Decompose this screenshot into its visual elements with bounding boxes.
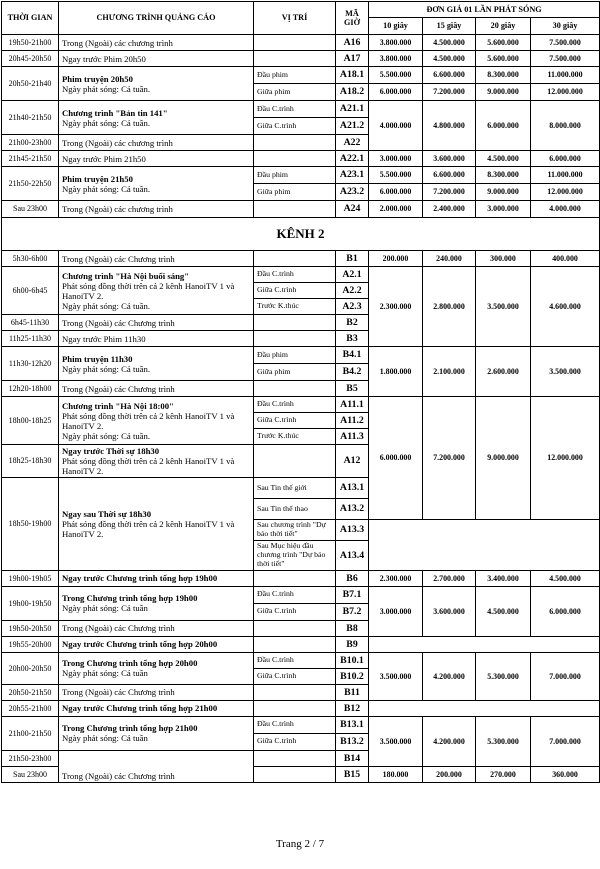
program-cell	[59, 135, 254, 151]
program-cell	[59, 700, 254, 716]
code-cell: B4.1	[336, 347, 369, 364]
price-cell: 6.000.000	[369, 184, 423, 201]
position-cell	[254, 620, 336, 636]
price-cell: 2.300.000	[369, 570, 423, 586]
program-title: Chương trình "Hà Nội buổi sáng"	[62, 270, 190, 281]
program-title: Trong (Ngoài) các Chương trình	[62, 383, 175, 394]
code-cell: B10.2	[336, 668, 369, 684]
price-cell: 12.000.000	[531, 397, 600, 520]
position-cell: Giữa C.trình	[254, 118, 336, 135]
program-cell	[59, 478, 254, 571]
code-cell: A13.1	[336, 478, 369, 499]
program-note: Ngày phát sóng: Cả tuần.	[62, 83, 151, 94]
program-note: Ngày phát sóng: Cả tuần.	[62, 430, 151, 441]
position-cell: Đầu phim	[254, 67, 336, 84]
program-note: Ngày phát sóng: Cả tuần.	[62, 183, 151, 194]
position-cell: Giữa C.trình	[254, 668, 336, 684]
program-title: Ngay sau Thời sự 18h30	[62, 508, 152, 519]
code-cell: A16	[336, 35, 369, 51]
program-note: Ngày phát sóng: Cả tuần	[62, 733, 148, 744]
header-time: THỜI GIAN	[2, 2, 59, 35]
price-cell: 2.600.000	[476, 347, 531, 397]
program-title: Trong (Ngoài) các chương trình	[62, 137, 173, 148]
position-cell	[254, 636, 336, 652]
section-row	[2, 218, 600, 251]
price-cell: 4.600.000	[531, 267, 600, 347]
code-cell: B7.2	[336, 603, 369, 620]
time-cell: 11h30-12h20	[2, 347, 59, 381]
price-cell: 360.000	[531, 766, 600, 782]
position-cell	[254, 570, 336, 586]
code-cell: B13.1	[336, 716, 369, 733]
position-cell	[254, 151, 336, 167]
table-row	[2, 700, 600, 716]
code-cell: A17	[336, 51, 369, 67]
position-cell	[254, 35, 336, 51]
time-cell: 12h20-18h00	[2, 381, 59, 397]
price-cell: 3.500.000	[476, 267, 531, 347]
program-note: Phát sóng đồng thời trên cả 2 kênh HanoiTV 1 và HanoiTV 2.	[62, 410, 235, 431]
position-cell	[254, 381, 336, 397]
table-row	[2, 636, 600, 652]
position-cell: Giữa C.trình	[254, 413, 336, 429]
time-cell: 19h50-20h50	[2, 620, 59, 636]
position-cell: Giữa C.trình	[254, 733, 336, 750]
program-title: Ngay trước Chương trình tổng hợp 21h00	[62, 703, 218, 714]
price-cell: 400.000	[531, 251, 600, 267]
price-cell: 3.000.000	[369, 586, 423, 636]
price-cell: 3.500.000	[531, 347, 600, 397]
table-row	[2, 51, 600, 67]
table-row	[2, 167, 600, 184]
program-title: Phim truyện 20h50	[62, 73, 133, 84]
program-note: Ngày phát sóng: Cả tuần.	[62, 363, 151, 374]
code-cell: A2.2	[336, 283, 369, 299]
code-cell: A11.2	[336, 413, 369, 429]
price-cell: 3.500.000	[369, 716, 423, 766]
position-cell	[254, 766, 336, 782]
time-cell: 19h55-20h00	[2, 636, 59, 652]
position-cell: Giữa phim	[254, 84, 336, 101]
position-cell: Đầu phim	[254, 167, 336, 184]
program-cell	[59, 347, 254, 381]
program-cell	[59, 101, 254, 135]
program-cell	[59, 151, 254, 167]
table-row	[2, 251, 600, 267]
program-cell	[59, 636, 254, 652]
table-row	[2, 570, 600, 586]
program-title: Ngay trước Phim 20h50	[62, 53, 146, 64]
price-cell: 3.600.000	[423, 151, 476, 167]
position-cell	[254, 251, 336, 267]
price-cell: 4.500.000	[531, 570, 600, 586]
price-cell: 2.400.000	[423, 201, 476, 218]
position-cell	[254, 201, 336, 218]
position-cell: Giữa C.trình	[254, 603, 336, 620]
price-cell: 3.800.000	[369, 35, 423, 51]
price-cell: 4.500.000	[476, 586, 531, 636]
time-cell: 21h40-21h50	[2, 101, 59, 135]
time-cell: 6h00-6h45	[2, 267, 59, 315]
code-cell: B14	[336, 750, 369, 766]
position-cell: Giữa phim	[254, 184, 336, 201]
code-cell: A22	[336, 135, 369, 151]
price-cell: 4.500.000	[423, 51, 476, 67]
price-cell: 4.000.000	[531, 201, 600, 218]
program-cell	[59, 586, 254, 620]
code-cell: B10.1	[336, 652, 369, 668]
header-duration: 20 giây	[476, 18, 531, 35]
price-cell: 2.700.000	[423, 570, 476, 586]
table-row	[2, 652, 600, 668]
price-cell: 7.500.000	[531, 51, 600, 67]
header-program: CHƯƠNG TRÌNH QUẢNG CÁO	[59, 2, 254, 35]
price-cell: 3.400.000	[476, 570, 531, 586]
code-cell: A11.3	[336, 429, 369, 445]
program-note: Ngày phát sóng: Cả tuần.	[62, 117, 151, 128]
program-cell	[59, 716, 254, 750]
price-cell: 5.300.000	[476, 652, 531, 700]
price-cell: 6.000.000	[476, 101, 531, 151]
program-note: Phát sóng đồng thời trên cả 2 kênh HanoiTV 1 và HanoiTV 2.	[62, 456, 235, 476]
position-cell	[254, 700, 336, 716]
price-cell: 200.000	[423, 766, 476, 782]
price-cell: 4.200.000	[423, 716, 476, 766]
code-cell: B3	[336, 331, 369, 347]
position-cell	[254, 684, 336, 700]
program-title: Trong (Ngoài) các Chương trình	[62, 623, 175, 634]
program-cell	[59, 445, 254, 478]
price-cell: 2.800.000	[423, 267, 476, 347]
code-cell: A2.3	[336, 299, 369, 315]
price-cell: 7.200.000	[423, 397, 476, 520]
program-title: Chương trình "Bản tin 141"	[62, 107, 168, 118]
program-cell	[59, 167, 254, 201]
code-cell: A24	[336, 201, 369, 218]
table-row	[2, 347, 600, 364]
price-cell: 4.800.000	[423, 101, 476, 151]
program-title: Trong (Ngoài) các Chương trình	[62, 317, 175, 328]
program-cell	[59, 620, 254, 636]
price-cell: 7.200.000	[423, 184, 476, 201]
program-note: Ngày phát sóng: Cả tuần.	[62, 300, 151, 311]
program-cell	[59, 652, 254, 684]
time-cell: 21h45-21h50	[2, 151, 59, 167]
position-cell: Đầu C.trình	[254, 101, 336, 118]
program-cell	[59, 315, 254, 331]
time-cell: 6h45-11h30	[2, 315, 59, 331]
price-cell: 12.000.000	[531, 84, 600, 101]
table-row	[2, 101, 600, 118]
code-cell: A12	[336, 445, 369, 478]
program-cell	[59, 381, 254, 397]
time-cell: 20h55-21h00	[2, 700, 59, 716]
code-cell: B12	[336, 700, 369, 716]
price-cell: 6.000.000	[531, 151, 600, 167]
position-cell: Sau Mục hiệu đầu chương trình "Dự báo thời tiết"	[254, 541, 336, 571]
position-cell: Đầu C.trình	[254, 397, 336, 413]
price-cell: 11.000.000	[531, 67, 600, 84]
program-cell	[59, 251, 254, 267]
position-cell: Sau chương trình "Dự báo thời tiết"	[254, 520, 336, 541]
position-cell: Đầu phim	[254, 347, 336, 364]
time-cell: 11h25-11h30	[2, 331, 59, 347]
table-row	[2, 267, 600, 283]
program-note: Ngày phát sóng: Cả tuần	[62, 668, 148, 679]
program-title: Trong (Ngoài) các chương trình	[62, 204, 173, 214]
code-cell: B2	[336, 315, 369, 331]
header-duration: 15 giây	[423, 18, 476, 35]
position-cell: Sau Tin thế giới	[254, 478, 336, 499]
code-cell: B1	[336, 251, 369, 267]
program-title: Trong (Ngoài) các Chương trình	[62, 770, 175, 781]
price-cell: 4.000.000	[369, 101, 423, 151]
price-cell: 5.500.000	[369, 167, 423, 184]
page-footer: Trang 2 / 7	[275, 838, 325, 850]
table-row	[2, 201, 600, 218]
table-row	[2, 716, 600, 733]
price-cell: 3.800.000	[369, 51, 423, 67]
price-cell: 8.300.000	[476, 67, 531, 84]
price-cell: 180.000	[369, 766, 423, 782]
price-cell: 3.000.000	[369, 151, 423, 167]
program-title: Trong Chương trình tổng hợp 21h00	[62, 723, 198, 734]
time-cell: 21h00-23h00	[2, 135, 59, 151]
time-cell: 20h50-21h50	[2, 684, 59, 700]
price-cell: 6.000.000	[369, 84, 423, 101]
price-cell: 300.000	[476, 251, 531, 267]
position-cell: Giữa phim	[254, 364, 336, 381]
price-cell: 12.000.000	[531, 184, 600, 201]
position-cell	[254, 135, 336, 151]
code-cell: A18.1	[336, 67, 369, 84]
price-cell: 7.000.000	[531, 716, 600, 766]
code-cell: A23.1	[336, 167, 369, 184]
program-title: Chương trình "Hà Nội 18:00"	[62, 400, 174, 411]
program-note: Ngày phát sóng: Cả tuần	[62, 603, 148, 614]
code-cell: A13.2	[336, 499, 369, 520]
position-cell	[254, 445, 336, 478]
time-cell: 21h50-23h00	[2, 750, 59, 766]
time-cell: 21h00-21h50	[2, 716, 59, 750]
table-row	[2, 35, 600, 51]
header-price-group: ĐƠN GIÁ 01 LẦN PHÁT SÓNG	[369, 2, 600, 18]
program-title: Phim truyện 11h30	[62, 353, 133, 364]
price-cell: 7.000.000	[531, 652, 600, 700]
price-cell: 6.600.000	[423, 67, 476, 84]
program-note: Phát sóng đồng thời trên cả 2 kênh HanoiTV 1 và HanoiTV 2.	[62, 518, 235, 539]
section-title: KÊNH 2	[2, 218, 600, 251]
time-cell: 18h00-18h25	[2, 397, 59, 445]
position-cell	[254, 51, 336, 67]
rate-table	[1, 1, 600, 783]
program-cell	[59, 750, 254, 782]
code-cell: B13.2	[336, 733, 369, 750]
price-cell: 2.300.000	[369, 267, 423, 347]
price-cell: 9.000.000	[476, 184, 531, 201]
price-cell: 6.600.000	[423, 167, 476, 184]
program-title: Ngay trước Thời sự 18h30	[62, 446, 160, 456]
price-cell: 5.600.000	[476, 51, 531, 67]
header-code: MÃ GIỜ	[336, 2, 369, 35]
program-title: Trong (Ngoài) các Chương trình	[62, 253, 175, 264]
program-title: Ngay trước Phim 11h30	[62, 333, 146, 344]
time-cell: 19h00-19h05	[2, 570, 59, 586]
price-cell: 9.000.000	[476, 84, 531, 101]
time-cell: 19h50-21h00	[2, 35, 59, 51]
program-cell	[59, 201, 254, 218]
code-cell: B8	[336, 620, 369, 636]
code-cell: A13.3	[336, 520, 369, 541]
program-cell	[59, 267, 254, 315]
time-cell: 19h00-19h50	[2, 586, 59, 620]
price-cell: 7.200.000	[423, 84, 476, 101]
table-row	[2, 586, 600, 603]
price-cell: 8.000.000	[531, 101, 600, 151]
price-cell: 240.000	[423, 251, 476, 267]
code-cell: A2.1	[336, 267, 369, 283]
program-cell	[59, 35, 254, 51]
time-cell: Sau 23h00	[2, 766, 59, 782]
price-cell: 4.500.000	[423, 35, 476, 51]
price-cell: 200.000	[369, 251, 423, 267]
price-cell: 3.000.000	[476, 201, 531, 218]
price-cell: 4.200.000	[423, 652, 476, 700]
program-cell	[59, 397, 254, 445]
price-cell: 4.500.000	[476, 151, 531, 167]
position-cell	[254, 750, 336, 766]
header-duration: 10 giây	[369, 18, 423, 35]
time-cell: 21h50-22h50	[2, 167, 59, 201]
position-cell: Đầu C.trình	[254, 267, 336, 283]
program-title: Trong (Ngoài) các chương trình	[62, 37, 173, 48]
time-cell: 20h00-20h50	[2, 652, 59, 684]
program-title: Phim truyện 21h50	[62, 173, 133, 184]
code-cell: B5	[336, 381, 369, 397]
time-cell: 18h25-18h30	[2, 445, 59, 478]
header-position: VỊ TRÍ	[254, 2, 336, 35]
program-title: Ngay trước Chương trình tổng hợp 19h00	[62, 573, 218, 584]
code-cell: A18.2	[336, 84, 369, 101]
table-row	[2, 151, 600, 167]
program-cell	[59, 51, 254, 67]
position-cell: Đầu C.trình	[254, 652, 336, 668]
position-cell: Giữa C.trình	[254, 283, 336, 299]
price-cell: 7.500.000	[531, 35, 600, 51]
price-cell: 5.600.000	[476, 35, 531, 51]
price-cell: 2.100.000	[423, 347, 476, 397]
price-cell: 5.500.000	[369, 67, 423, 84]
time-cell: Sau 23h00	[2, 201, 59, 218]
time-cell: 5h30-6h00	[2, 251, 59, 267]
position-cell	[254, 331, 336, 347]
program-cell	[59, 67, 254, 101]
price-cell: 11.000.000	[531, 167, 600, 184]
program-note: Phát sóng đồng thời trên cả 2 kênh HanoiTV 1 và HanoiTV 2.	[62, 280, 235, 301]
price-cell: 5.300.000	[476, 716, 531, 766]
price-cell: 1.800.000	[369, 347, 423, 397]
code-cell: B4.2	[336, 364, 369, 381]
table-row	[2, 67, 600, 84]
code-cell: A21.1	[336, 101, 369, 118]
time-cell: 20h45-20h50	[2, 51, 59, 67]
position-cell: Trước K.thúc	[254, 299, 336, 315]
position-cell: Trước K.thúc	[254, 429, 336, 445]
position-cell	[254, 315, 336, 331]
code-cell: B11	[336, 684, 369, 700]
price-cell: 2.000.000	[369, 201, 423, 218]
code-cell: B9	[336, 636, 369, 652]
price-cell: 8.300.000	[476, 167, 531, 184]
position-cell: Đầu C.trình	[254, 716, 336, 733]
code-cell: A21.2	[336, 118, 369, 135]
time-cell: 18h50-19h00	[2, 478, 59, 571]
time-cell: 20h50-21h40	[2, 67, 59, 101]
code-cell: B6	[336, 570, 369, 586]
price-cell: 3.600.000	[423, 586, 476, 636]
code-cell: A11.1	[336, 397, 369, 413]
table-row	[2, 397, 600, 413]
position-cell: Đầu C.trình	[254, 586, 336, 603]
price-cell: 3.500.000	[369, 652, 423, 700]
code-cell: A22.1	[336, 151, 369, 167]
price-cell: 6.000.000	[531, 586, 600, 636]
program-title: Ngay trước Phim 21h50	[62, 153, 146, 164]
program-title: Trong Chương trình tổng hợp 20h00	[62, 658, 198, 669]
code-cell: B7.1	[336, 586, 369, 603]
code-cell: A13.4	[336, 541, 369, 571]
program-cell	[59, 331, 254, 347]
header-duration: 30 giây	[531, 18, 600, 35]
price-cell: 270.000	[476, 766, 531, 782]
code-cell: A23.2	[336, 184, 369, 201]
position-cell: Sau Tin thể thao	[254, 499, 336, 520]
price-cell: 9.000.000	[476, 397, 531, 520]
program-cell	[59, 684, 254, 700]
program-title: Trong Chương trình tổng hợp 19h00	[62, 593, 198, 604]
program-title: Ngay trước Chương trình tổng hợp 20h00	[62, 639, 218, 650]
price-cell: 6.000.000	[369, 397, 423, 520]
program-cell	[59, 570, 254, 586]
program-title: Trong (Ngoài) các Chương trình	[62, 687, 175, 698]
code-cell: B15	[336, 766, 369, 782]
